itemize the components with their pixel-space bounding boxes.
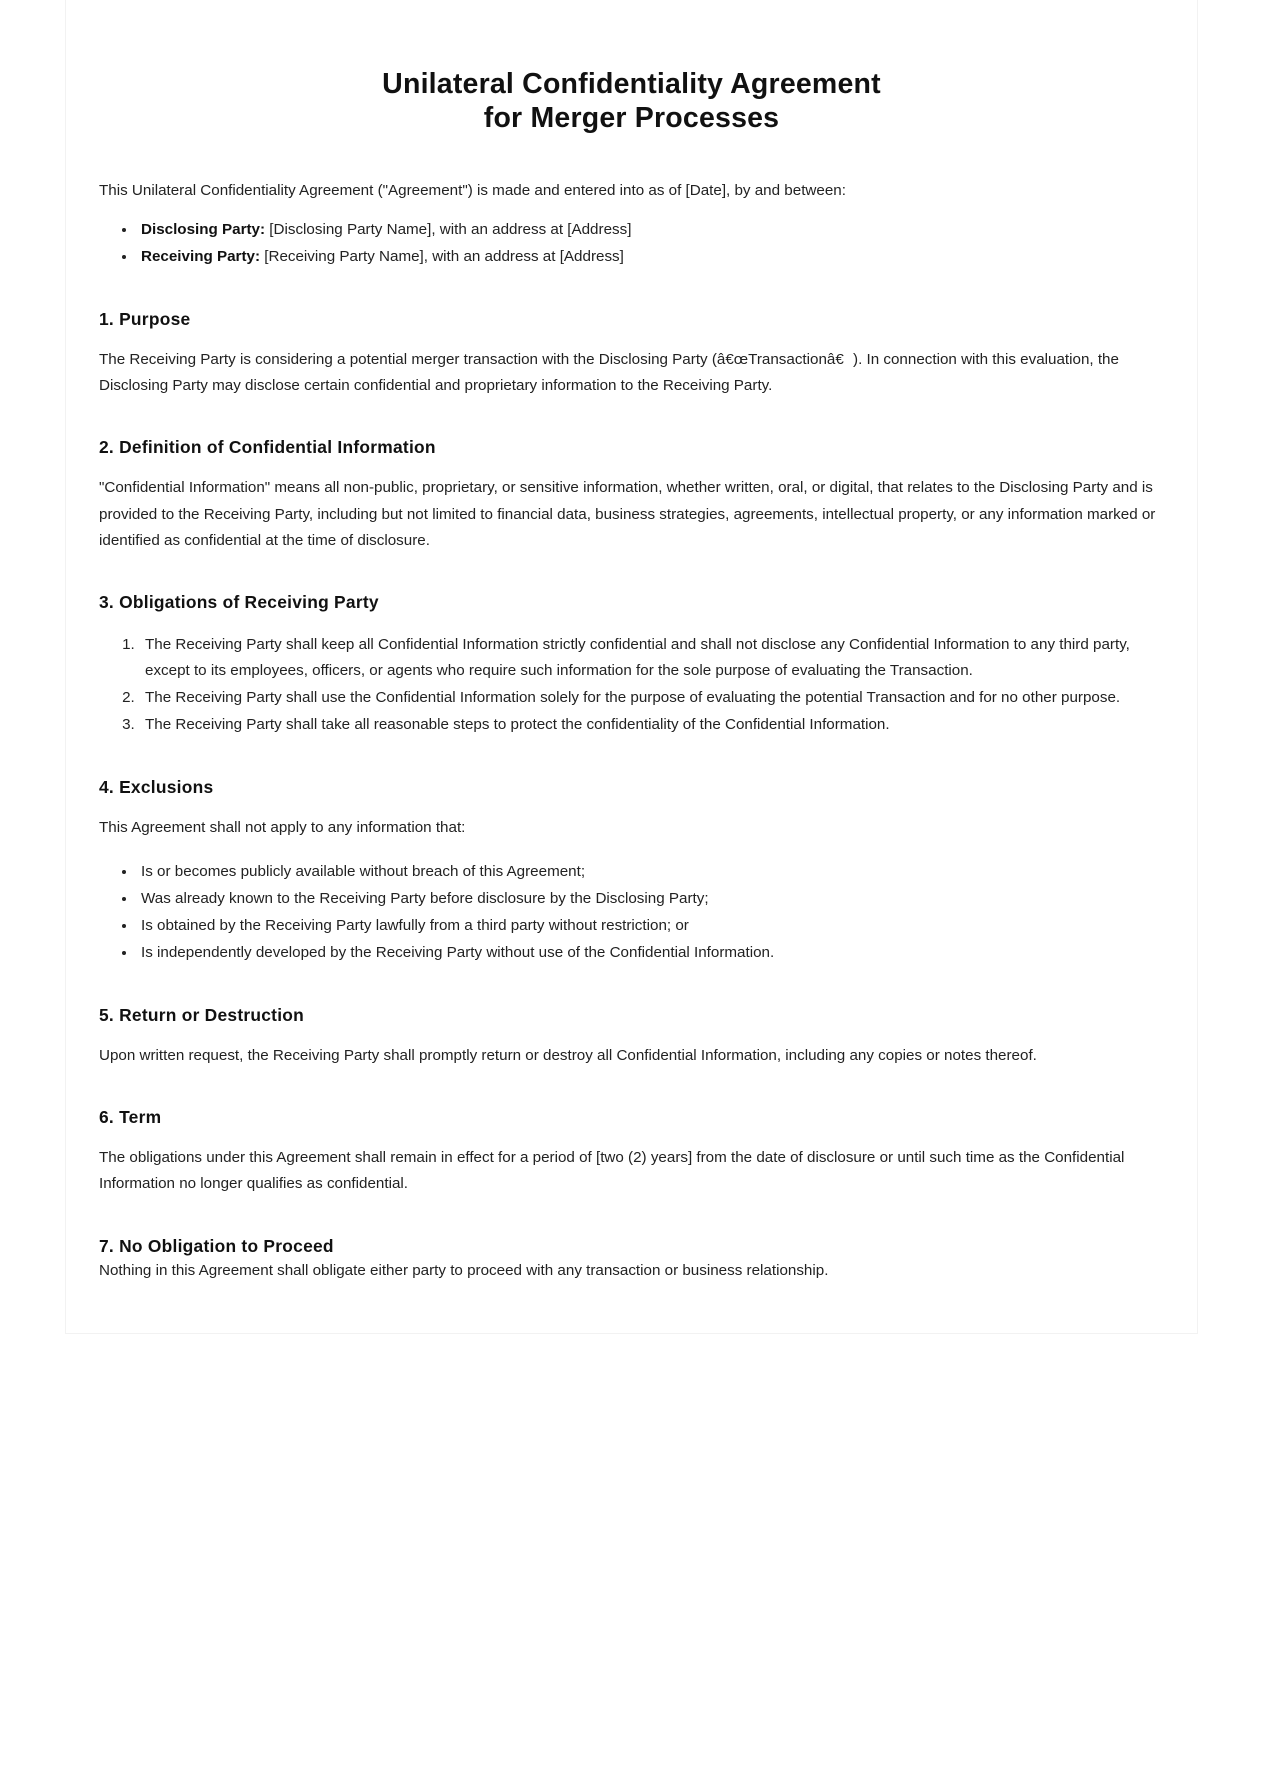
list-item-receiving-party (137, 245, 1164, 270)
page-title (99, 0, 1164, 135)
section-body-definition: "Confidential Information" means all non-public, proprietary, or sensitive information, whether written, oral, or digital, that relates to the Disclosing Party and is provided to the Receiving Party, including but not limited to financial data, business strategies, agreements, intellectual property, or any information marked or identified as confidential at the time of disclosure. (99, 479, 1156, 549)
page-title-line-2: for Merger Processes (483, 101, 780, 134)
list-item: • Is obtained by the Receiving Party lawfully from a third party without restriction; or (137, 913, 1164, 939)
list-item: 1. The Receiving Party shall keep all Confidential Information strictly confidential and shall not disclose any Confidential Information to any third party, except to its employees, officers, or agents who require such information for the sole purpose of evaluating the Transaction. (139, 632, 1164, 684)
section-body-exclusions: This Agreement shall not apply to any information that: (99, 819, 466, 837)
list-item: 2. The Receiving Party shall use the Confidential Information solely for the purpose of evaluating the potential Transaction and for no other purpose. (139, 685, 1164, 711)
obligations-list (99, 615, 1164, 739)
list-item: • Is independently developed by the Receiving Party without use of the Confidential Information. (137, 940, 1164, 966)
parties-list (99, 204, 1164, 269)
exclusions-list (99, 842, 1164, 967)
document-page (66, 0, 1197, 1333)
section-heading-term: 6. Term (99, 1107, 162, 1128)
document-content (99, 0, 1164, 1333)
section-heading-obligations: 3. Obligations of Receiving Party (99, 591, 379, 612)
list-item: 3. The Receiving Party shall take all reasonable steps to protect the confidentiality of the Confidential Information. (139, 712, 1164, 738)
list-item: • Is or becomes publicly available without breach of this Agreement; (137, 859, 1164, 885)
disclosing-party-detail: [Disclosing Party Name], with an address at [Address] (265, 220, 632, 238)
section-body-term: The obligations under this Agreement shall remain in effect for a period of [two (2) years] from the date of disclosure or until such time as the Confidential Information no longer qualifies as confidential. (99, 1149, 1125, 1193)
receiving-party-label: Receiving Party: (141, 247, 261, 265)
section-body-no-obligation: Nothing in this Agreement shall obligate either party to proceed with any transaction or business relationship. (99, 1261, 829, 1279)
intro-paragraph: This Unilateral Confidentiality Agreement ("Agreement") is made and entered into as of [Date], by and between: (99, 182, 846, 200)
section-heading-exclusions: 4. Exclusions (99, 777, 214, 798)
section-heading-return-or-destruction: 5. Return or Destruction (99, 1005, 305, 1026)
receiving-party-detail: [Receiving Party Name], with an address at [Address] (260, 247, 624, 265)
page-title-line-1: Unilateral Confidentiality Agreement (382, 68, 881, 100)
section-body-return-or-destruction: Upon written request, the Receiving Party shall promptly return or destroy all Confidential Information, including any copies or notes thereof. (99, 1047, 1037, 1065)
section-heading-no-obligation: 7. No Obligation to Proceed (99, 1235, 334, 1256)
list-item-disclosing-party (137, 218, 1164, 243)
section-body-purpose: The Receiving Party is considering a potential merger transaction with the Disclosing Party (â€œTransactionâ€). In connection with this evaluation, the Disclosing Party may disclose certain confidential and proprietary information to the Receiving Party. (99, 351, 1119, 395)
section-heading-purpose: 1. Purpose (99, 309, 191, 330)
section-heading-definition: 2. Definition of Confidential Information (99, 437, 436, 458)
clipped-text-region (99, 1261, 1164, 1283)
disclosing-party-label: Disclosing Party: (141, 220, 266, 238)
list-item: • Was already known to the Receiving Party before disclosure by the Disclosing Party; (137, 886, 1164, 912)
